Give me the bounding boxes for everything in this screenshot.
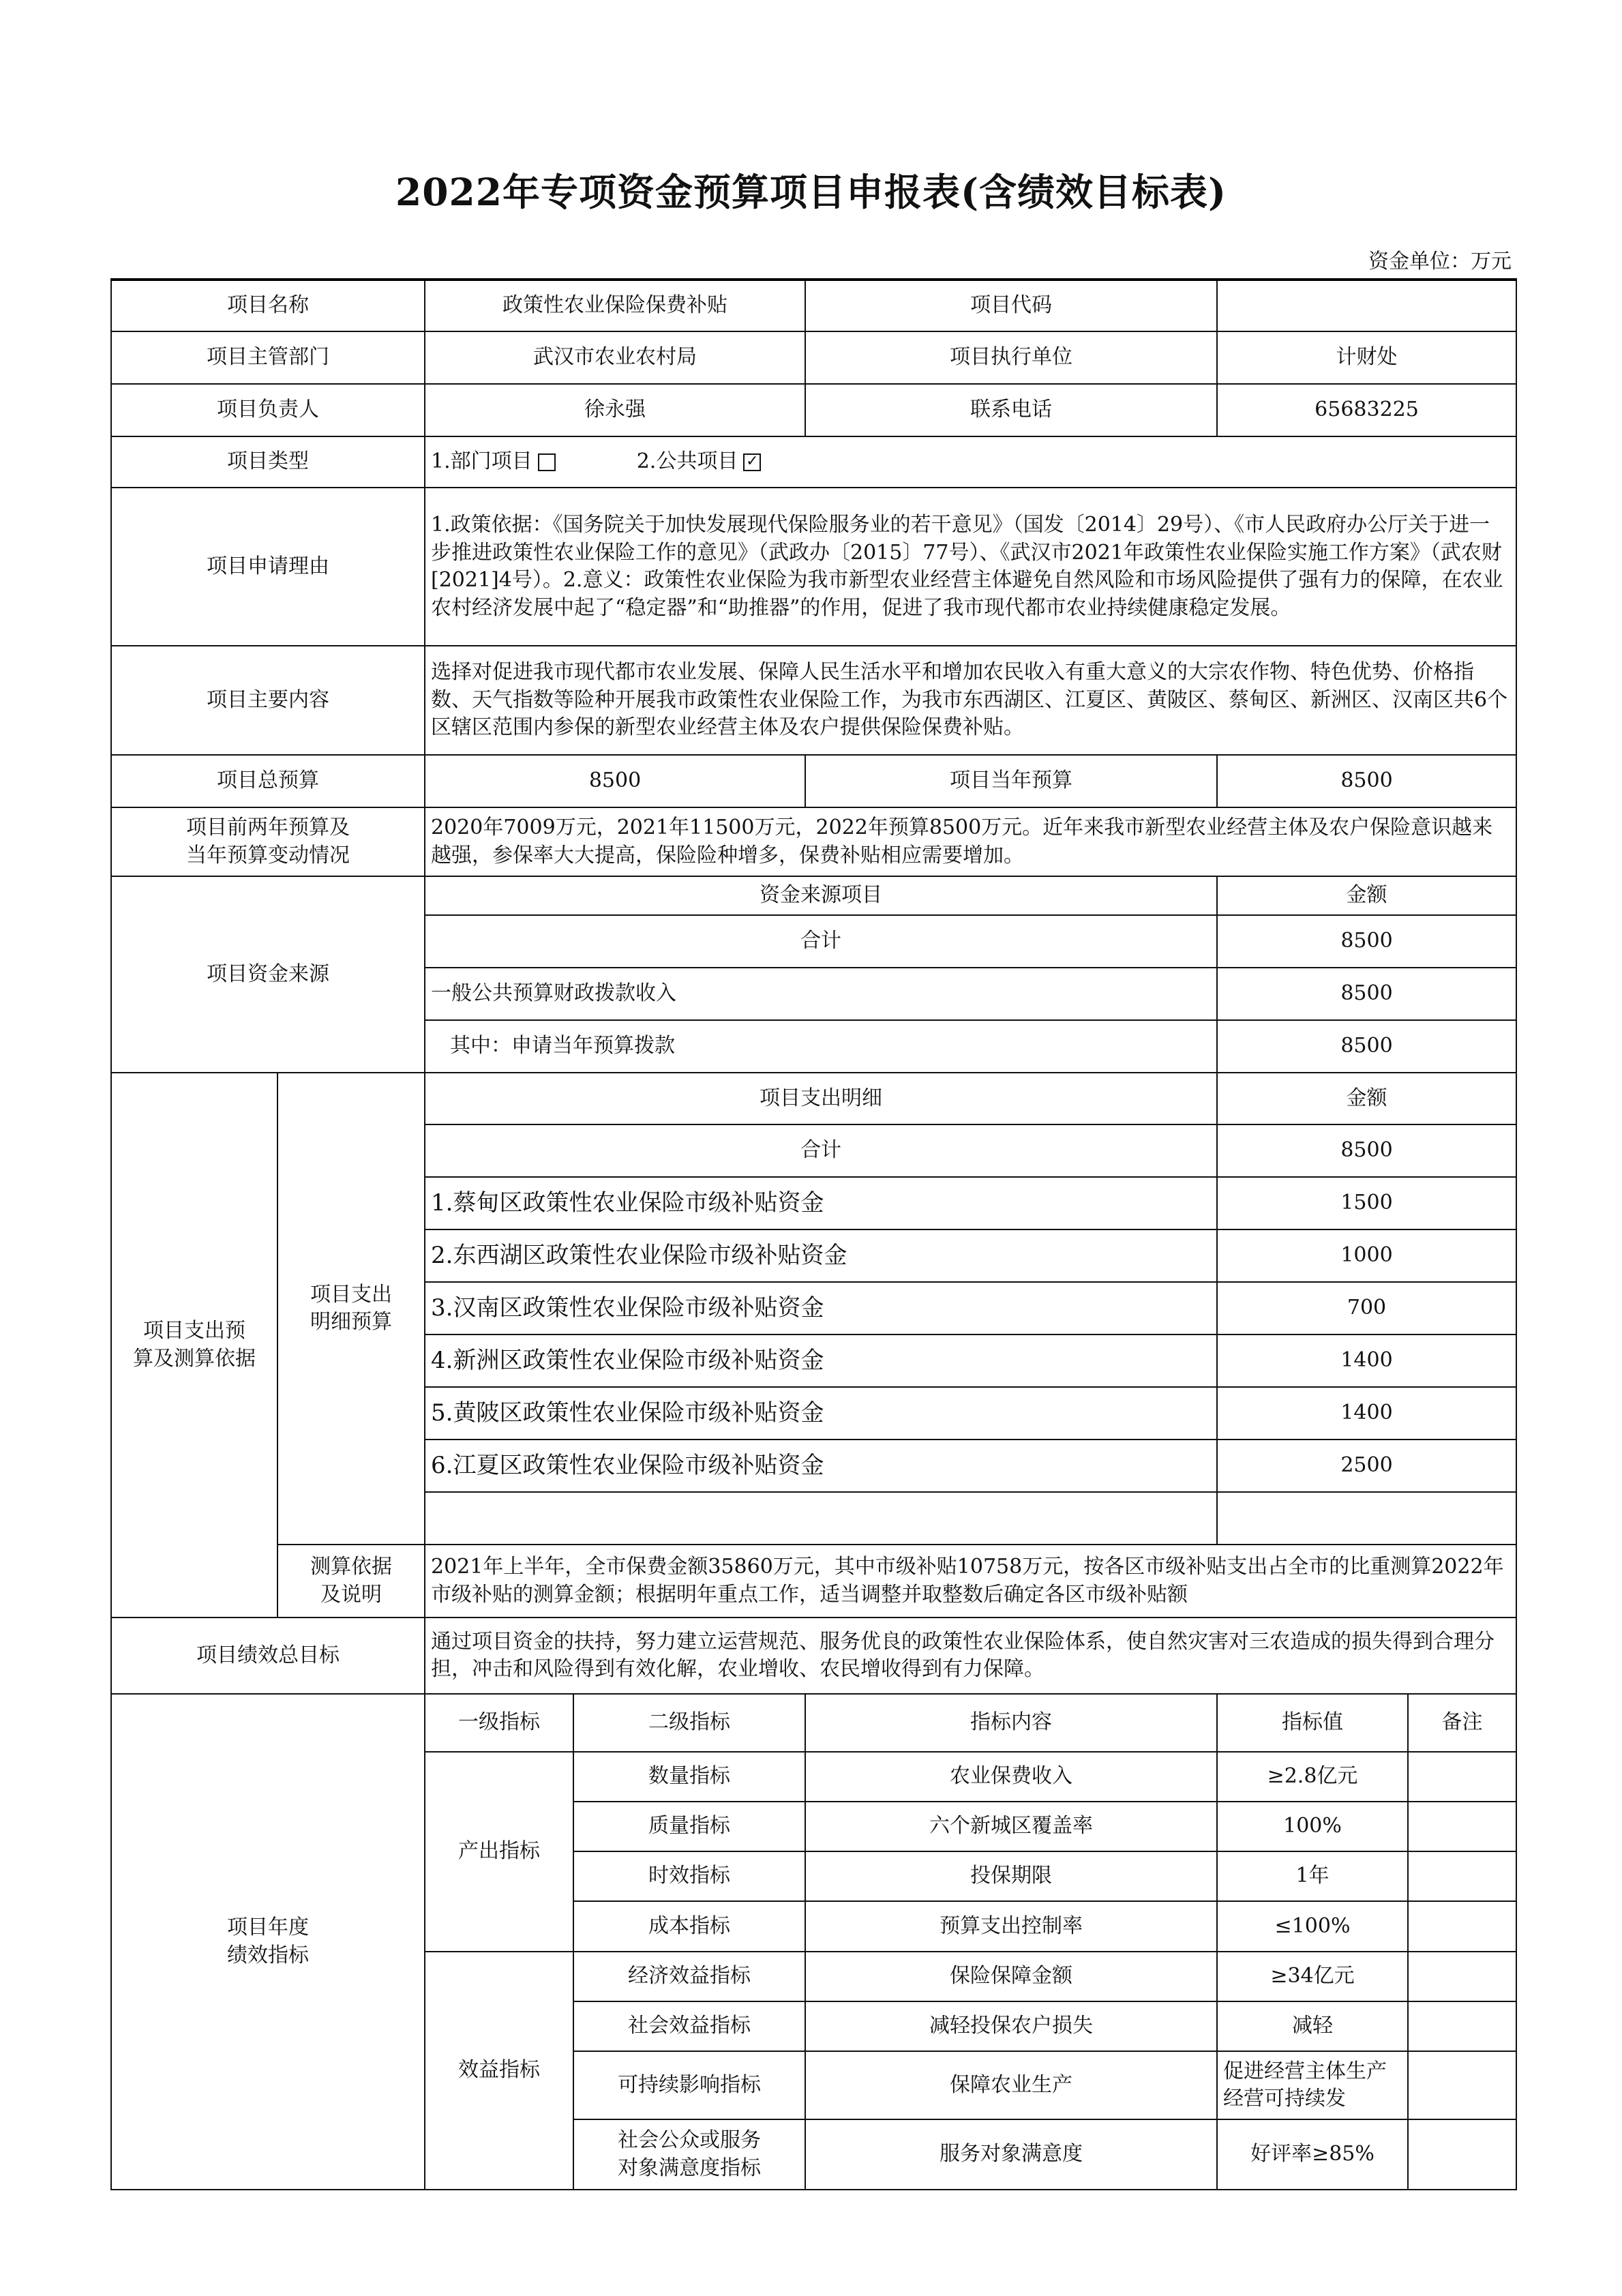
indicator-level2: 时效指标 bbox=[573, 1851, 805, 1901]
currency-unit: 资金单位：万元 bbox=[1368, 250, 1512, 273]
executor-label: 项目执行单位 bbox=[805, 331, 1217, 384]
expense-item-header: 项目支出明细 bbox=[425, 1073, 1217, 1124]
page-title: 2022年专项资金预算项目申报表(含绩效目标表) bbox=[395, 170, 1227, 214]
expense-item: 1.蔡甸区政策性农业保险市级补贴资金 bbox=[425, 1177, 1217, 1229]
executor-value: 计财处 bbox=[1217, 331, 1516, 384]
indicator-note bbox=[1408, 1851, 1516, 1901]
type-option-department: 1.部门项目 bbox=[431, 449, 532, 474]
funding-amount: 8500 bbox=[1217, 915, 1516, 968]
project-type-options bbox=[425, 436, 1516, 488]
content-text: 选择对促进我市现代都市农业发展、保障人民生活水平和增加农民收入有重大意义的大宗农作物、特色优势、价格指数、天气指数等险种开展我市政策性农业保险工作，为我市东西湖区、江夏区、黄陂区、蔡甸区、新洲区、汉南区共6个区辖区范围内参保的新型农业经营主体及农户提供保险保费补贴。 bbox=[425, 646, 1516, 755]
indicator-value: 好评率≥85% bbox=[1217, 2119, 1408, 2190]
budget-change-text: 2020年7009万元，2021年11500万元，2022年预算8500万元。近年来我市新型农业经营主体及农户保险意识越来越强，参保率大大提高，保险险种增多，保费补贴相应需要增加。 bbox=[425, 807, 1516, 876]
indicator-note bbox=[1408, 1901, 1516, 1952]
check-mark-icon: ✓ bbox=[746, 453, 759, 471]
indicator-level2: 成本指标 bbox=[573, 1901, 805, 1952]
total-budget-label: 项目总预算 bbox=[111, 755, 425, 807]
indicator-note bbox=[1408, 2001, 1516, 2051]
project-name-label: 项目名称 bbox=[111, 280, 425, 331]
project-code-value bbox=[1217, 280, 1516, 331]
expense-amount-header: 金额 bbox=[1217, 1073, 1516, 1124]
indicator-note bbox=[1408, 2051, 1516, 2119]
funding-source-label: 项目资金来源 bbox=[111, 876, 425, 1073]
indicator-header-value: 指标值 bbox=[1217, 1694, 1408, 1752]
reason-text: 1.政策依据：《国务院关于加快发展现代保险服务业的若干意见》（国发〔2014〕29号）、《市人民政府办公厅关于进一步推进政策性农业保险工作的意见》（武政办〔2015〕77号）、《武汉市2021年政策性农业保险实施工作方案》（武农财[2021]4号）。2.意义：政策性农业保险为我市新型农业经营主体避免自然风险和市场风险提供了强有力的保障，在农业农村经济发展中起了“稳定器”和“助推器”的作用，促进了我市现代都市农业持续健康稳定发展。 bbox=[425, 488, 1516, 646]
current-budget-value: 8500 bbox=[1217, 755, 1516, 807]
department-label: 项目主管部门 bbox=[111, 331, 425, 384]
performance-goal-label: 项目绩效总目标 bbox=[111, 1617, 425, 1694]
indicator-note bbox=[1408, 1952, 1516, 2001]
annual-indicators-label: 项目年度 绩效指标 bbox=[111, 1694, 425, 2190]
expense-item: 6.江夏区政策性农业保险市级补贴资金 bbox=[425, 1440, 1217, 1492]
current-budget-label: 项目当年预算 bbox=[805, 755, 1217, 807]
indicator-level2: 数量指标 bbox=[573, 1752, 805, 1802]
department-value: 武汉市农业农村局 bbox=[425, 331, 805, 384]
owner-value: 徐永强 bbox=[425, 384, 805, 436]
expense-budget-label: 项目支出预 算及测算依据 bbox=[111, 1073, 277, 1617]
benefit-indicator-label: 效益指标 bbox=[425, 1952, 573, 2190]
funding-amount-header: 金额 bbox=[1217, 876, 1516, 915]
expense-item bbox=[425, 1492, 1217, 1545]
project-application-table bbox=[110, 278, 1517, 2190]
content-label: 项目主要内容 bbox=[111, 646, 425, 755]
indicator-header-content: 指标内容 bbox=[805, 1694, 1217, 1752]
indicator-value: 100% bbox=[1217, 1802, 1408, 1851]
project-code-label: 项目代码 bbox=[805, 280, 1217, 331]
expense-item: 合计 bbox=[425, 1124, 1217, 1177]
indicator-value: ≤100% bbox=[1217, 1901, 1408, 1952]
calculation-basis-label: 测算依据 及说明 bbox=[277, 1545, 425, 1617]
indicator-note bbox=[1408, 1752, 1516, 1802]
department-checkbox[interactable] bbox=[538, 453, 556, 471]
project-type-label: 项目类型 bbox=[111, 436, 425, 488]
type-option-public: 2.公共项目 bbox=[636, 449, 738, 474]
indicator-level2: 可持续影响指标 bbox=[573, 2051, 805, 2119]
indicator-content: 减轻投保农户损失 bbox=[805, 2001, 1217, 2051]
expense-detail-label: 项目支出 明细预算 bbox=[277, 1073, 425, 1545]
funding-amount: 8500 bbox=[1217, 1020, 1516, 1073]
indicator-value: 1年 bbox=[1217, 1851, 1408, 1901]
expense-item: 2.东西湖区政策性农业保险市级补贴资金 bbox=[425, 1229, 1217, 1282]
indicator-content: 六个新城区覆盖率 bbox=[805, 1802, 1217, 1851]
indicator-header-level1: 一级指标 bbox=[425, 1694, 573, 1752]
funding-item-header: 资金来源项目 bbox=[425, 876, 1217, 915]
indicator-level2: 社会效益指标 bbox=[573, 2001, 805, 2051]
indicator-level2: 社会公众或服务 对象满意度指标 bbox=[573, 2119, 805, 2190]
expense-item: 5.黄陂区政策性农业保险市级补贴资金 bbox=[425, 1387, 1217, 1440]
expense-amount: 2500 bbox=[1217, 1440, 1516, 1492]
indicator-content: 投保期限 bbox=[805, 1851, 1217, 1901]
phone-label: 联系电话 bbox=[805, 384, 1217, 436]
indicator-content: 保险保障金额 bbox=[805, 1952, 1217, 2001]
expense-amount: 700 bbox=[1217, 1282, 1516, 1335]
expense-amount: 1000 bbox=[1217, 1229, 1516, 1282]
total-budget-value: 8500 bbox=[425, 755, 805, 807]
funding-item: 其中：申请当年预算拨款 bbox=[425, 1020, 1217, 1073]
indicator-header-note: 备注 bbox=[1408, 1694, 1516, 1752]
expense-amount: 8500 bbox=[1217, 1124, 1516, 1177]
funding-item: 合计 bbox=[425, 915, 1217, 968]
expense-amount: 1500 bbox=[1217, 1177, 1516, 1229]
funding-item: 一般公共预算财政拨款收入 bbox=[425, 968, 1217, 1020]
output-indicator-label: 产出指标 bbox=[425, 1752, 573, 1952]
phone-value: 65683225 bbox=[1217, 384, 1516, 436]
indicator-value: ≥34亿元 bbox=[1217, 1952, 1408, 2001]
calculation-basis-text: 2021年上半年，全市保费金额35860万元，其中市级补贴10758万元，按各区市级补贴支出占全市的比重测算2022年市级补贴的测算金额；根据明年重点工作，适当调整并取整数后确定各区市级补贴额 bbox=[425, 1545, 1516, 1617]
indicator-note bbox=[1408, 1802, 1516, 1851]
project-name-value: 政策性农业保险保费补贴 bbox=[425, 280, 805, 331]
reason-label: 项目申请理由 bbox=[111, 488, 425, 646]
public-checkbox[interactable] bbox=[743, 453, 761, 471]
indicator-value: ≥2.8亿元 bbox=[1217, 1752, 1408, 1802]
expense-amount: 1400 bbox=[1217, 1335, 1516, 1387]
indicator-content: 服务对象满意度 bbox=[805, 2119, 1217, 2190]
indicator-note bbox=[1408, 2119, 1516, 2190]
indicator-level2: 经济效益指标 bbox=[573, 1952, 805, 2001]
owner-label: 项目负责人 bbox=[111, 384, 425, 436]
expense-item: 3.汉南区政策性农业保险市级补贴资金 bbox=[425, 1282, 1217, 1335]
expense-amount: 1400 bbox=[1217, 1387, 1516, 1440]
expense-amount bbox=[1217, 1492, 1516, 1545]
indicator-value: 减轻 bbox=[1217, 2001, 1408, 2051]
indicator-content: 保障农业生产 bbox=[805, 2051, 1217, 2119]
indicator-level2: 质量指标 bbox=[573, 1802, 805, 1851]
indicator-header-level2: 二级指标 bbox=[573, 1694, 805, 1752]
indicator-content: 预算支出控制率 bbox=[805, 1901, 1217, 1952]
indicator-value: 促进经营主体生产经营可持续发 bbox=[1217, 2051, 1408, 2119]
expense-item: 4.新洲区政策性农业保险市级补贴资金 bbox=[425, 1335, 1217, 1387]
indicator-content: 农业保费收入 bbox=[805, 1752, 1217, 1802]
funding-amount: 8500 bbox=[1217, 968, 1516, 1020]
performance-goal-text: 通过项目资金的扶持，努力建立运营规范、服务优良的政策性农业保险体系，使自然灾害对三农造成的损失得到合理分担，冲击和风险得到有效化解，农业增收、农民增收得到有力保障。 bbox=[425, 1617, 1516, 1694]
budget-change-label: 项目前两年预算及 当年预算变动情况 bbox=[111, 807, 425, 876]
